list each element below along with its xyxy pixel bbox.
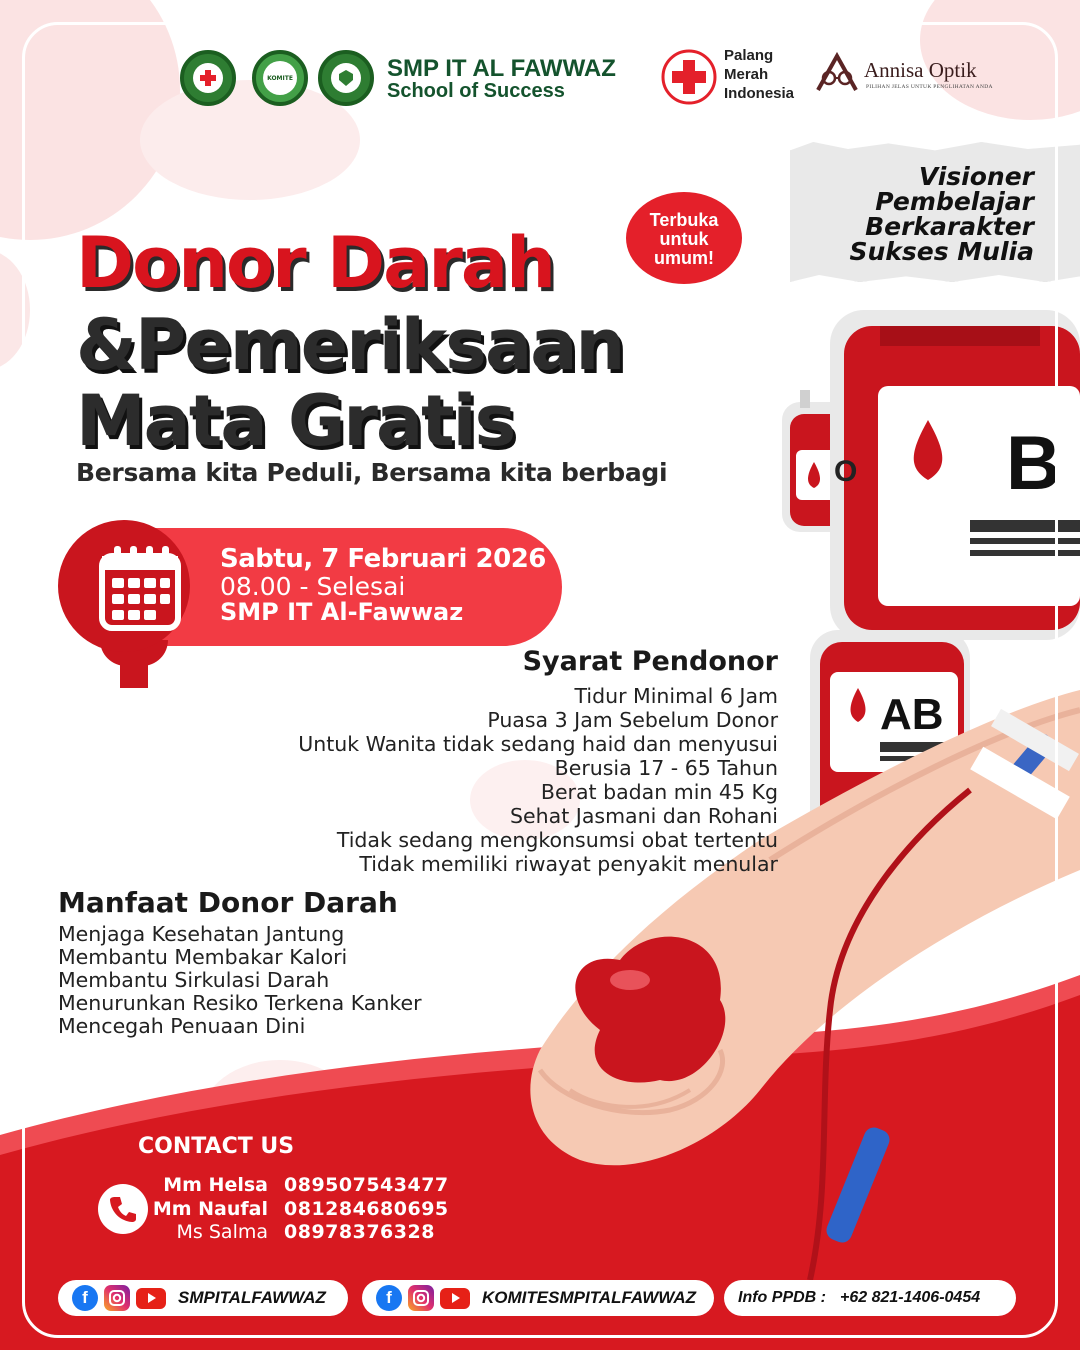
pmi-name: Palang Merah Indonesia bbox=[724, 47, 795, 102]
motto-line: Visioner bbox=[918, 162, 1034, 191]
event-title-line3: Mata Gratis bbox=[76, 380, 515, 462]
event-place: SMP IT Al-Fawwaz bbox=[220, 598, 464, 626]
list-item: Untuk Wanita tidak sedang haid dan menyusui bbox=[298, 732, 778, 756]
optik-name: Annisa Optik bbox=[864, 58, 977, 82]
list-item: Mencegah Penuaan Dini bbox=[58, 1014, 306, 1038]
youtube-icon[interactable] bbox=[440, 1288, 470, 1309]
list-item: Membantu Sirkulasi Darah bbox=[58, 968, 330, 992]
event-date: Sabtu, 7 Februari 2026 bbox=[220, 544, 546, 574]
contact-title: CONTACT US bbox=[138, 1134, 295, 1159]
blood-type-label-small: O bbox=[834, 455, 858, 488]
optik-logo-icon bbox=[812, 52, 862, 94]
ppdb-info-pill[interactable] bbox=[724, 1280, 1016, 1316]
school-crest-icon bbox=[180, 50, 236, 106]
list-item: Menurunkan Resiko Terkena Kanker bbox=[58, 991, 422, 1015]
phone-icon bbox=[98, 1184, 148, 1234]
motto-line: Berkarakter bbox=[865, 212, 1034, 241]
event-subtitle: Bersama kita Peduli, Bersama kita berbagi bbox=[76, 458, 668, 487]
motto-line: Sukses Mulia bbox=[849, 237, 1034, 266]
benefits-title: Manfaat Donor Darah bbox=[58, 886, 398, 919]
list-item: Berusia 17 - 65 Tahun bbox=[554, 756, 778, 780]
list-item: Tidak memiliki riwayat penyakit menular bbox=[359, 852, 778, 876]
school-name: SMP IT AL FAWWAZ bbox=[387, 55, 616, 82]
event-title-line2: &Pemeriksaan bbox=[76, 304, 624, 386]
instagram-icon[interactable] bbox=[408, 1285, 434, 1311]
social-pill-komite[interactable] bbox=[362, 1280, 714, 1316]
list-item: Puasa 3 Jam Sebelum Donor bbox=[487, 708, 778, 732]
optik-tagline: PILIHAN JELAS UNTUK PENGLIHATAN ANDA bbox=[866, 84, 993, 90]
list-item: Sehat Jasmani dan Rohani bbox=[510, 804, 778, 828]
pill-drip bbox=[120, 650, 148, 688]
komite-emblem-icon: KOMITE bbox=[252, 50, 308, 106]
list-item: Tidak sedang mengkonsumsi obat tertentu bbox=[336, 828, 778, 852]
list-item: Berat badan min 45 Kg bbox=[540, 780, 778, 804]
contact-phone[interactable]: 081284680695 bbox=[284, 1198, 449, 1220]
event-title-line1: Donor Darah bbox=[76, 222, 554, 304]
contact-name: Mm Naufal bbox=[152, 1198, 268, 1220]
instagram-icon[interactable] bbox=[104, 1285, 130, 1311]
list-item: Tidur Minimal 6 Jam bbox=[574, 684, 778, 708]
bg-blob bbox=[0, 250, 30, 370]
contact-name: Mm Helsa bbox=[163, 1174, 268, 1196]
requirements-title: Syarat Pendonor bbox=[522, 646, 778, 677]
contact-name: Ms Salma bbox=[176, 1221, 268, 1243]
social-pill-school[interactable] bbox=[58, 1280, 348, 1316]
benefits-list bbox=[58, 923, 422, 1038]
social-handle[interactable]: KOMITESMPITALFAWWAZ bbox=[482, 1288, 697, 1307]
motto-line: Pembelajar bbox=[875, 187, 1034, 216]
contact-phone[interactable]: 089507543477 bbox=[284, 1174, 449, 1196]
facebook-icon[interactable]: f bbox=[72, 1285, 98, 1311]
blood-type-label-medium: AB bbox=[880, 690, 944, 739]
list-item: Membantu Membakar Kalori bbox=[58, 945, 348, 969]
ppdb-label: Info PPDB : bbox=[738, 1289, 826, 1306]
list-item: Menjaga Kesehatan Jantung bbox=[58, 922, 345, 946]
event-time: 08.00 - Selesai bbox=[220, 572, 406, 601]
contact-phone[interactable]: 08978376328 bbox=[284, 1221, 435, 1243]
red-cross-icon bbox=[660, 48, 718, 106]
school-crest-icon bbox=[318, 50, 374, 106]
ppdb-phone[interactable]: +62 821-1406-0454 bbox=[840, 1289, 981, 1306]
calendar-icon bbox=[96, 544, 184, 632]
school-tagline: School of Success bbox=[387, 80, 565, 102]
youtube-icon[interactable] bbox=[136, 1288, 166, 1309]
facebook-icon[interactable]: f bbox=[376, 1285, 402, 1311]
blood-type-label-large: B bbox=[1006, 421, 1061, 506]
requirements-list bbox=[298, 684, 778, 876]
open-to-public-badge: Terbuka untuk umum! bbox=[626, 192, 742, 284]
social-handle[interactable]: SMPITALFAWWAZ bbox=[178, 1288, 326, 1307]
